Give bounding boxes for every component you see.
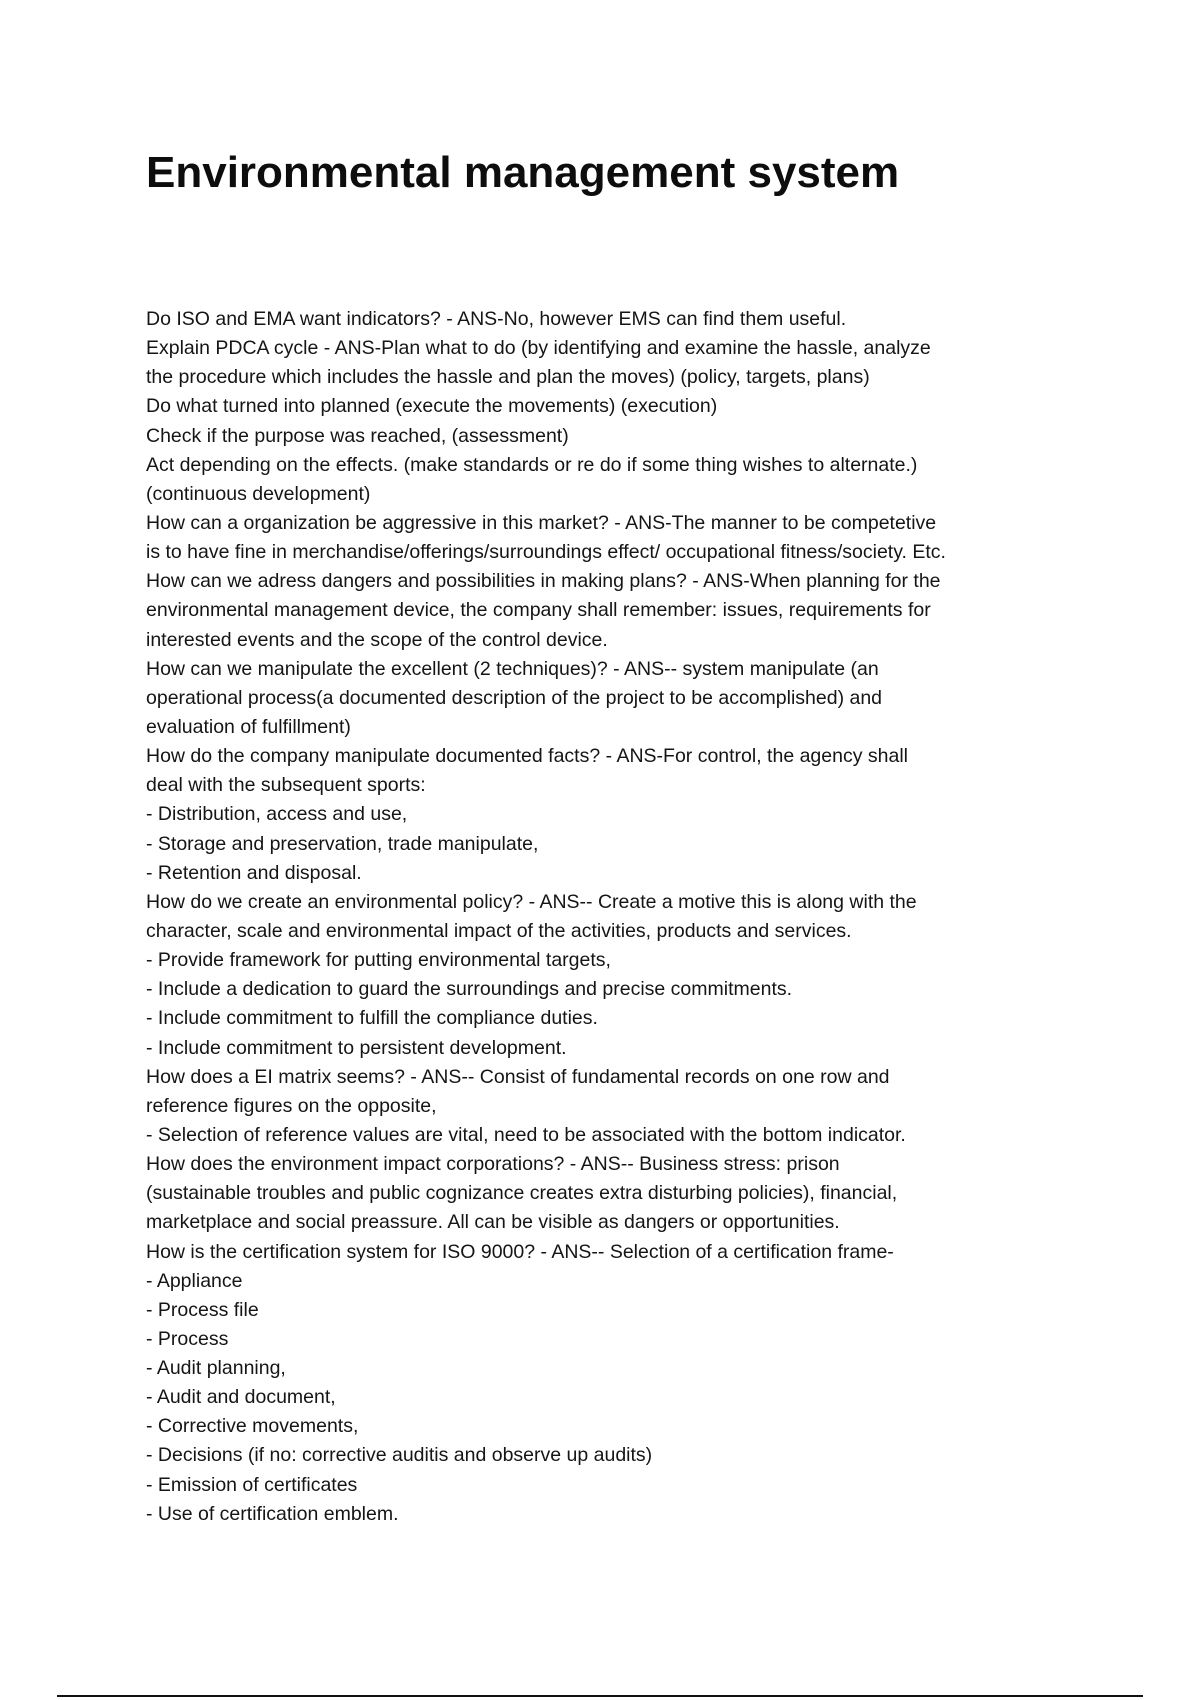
- text-line: - Audit planning,: [146, 1357, 286, 1380]
- text-line: - Selection of reference values are vital, need to be associated with the bottom indicator.: [146, 1123, 906, 1146]
- text-line: character, scale and environmental impact of the activities, products and services.: [146, 919, 852, 942]
- text-line: How do the company manipulate documented facts? - ANS-For control, the agency shall: [146, 745, 908, 768]
- text-line: How does the environment impact corporations? - ANS-- Business stress: prison: [146, 1153, 840, 1176]
- text-line: is to have fine in merchandise/offerings/surroundings effect/ occupational fitness/society. Etc.: [146, 541, 946, 564]
- text-line: - Distribution, access and use,: [146, 803, 408, 826]
- text-line: - Include commitment to persistent development.: [146, 1036, 567, 1059]
- text-line: - Provide framework for putting environmental targets,: [146, 949, 611, 972]
- text-line: Do what turned into planned (execute the movements) (execution): [146, 395, 718, 418]
- text-line: How can a organization be aggressive in this market? - ANS-The manner to be competetive: [146, 511, 937, 534]
- text-line: How do we create an environmental policy? - ANS-- Create a motive this is along with the: [146, 890, 917, 913]
- text-line: - Process file: [146, 1298, 259, 1321]
- text-line: - Retention and disposal.: [146, 861, 362, 884]
- text-line: reference figures on the opposite,: [146, 1094, 437, 1117]
- footer-divider: [57, 1695, 1143, 1697]
- text-line: interested events and the scope of the control device.: [146, 628, 608, 651]
- text-line: - Storage and preservation, trade manipulate,: [146, 832, 539, 855]
- text-line: Act depending on the effects. (make standards or re do if some thing wishes to alternate.): [146, 453, 918, 476]
- document-body: [146, 305, 1066, 1529]
- text-line: How does a EI matrix seems? - ANS-- Consist of fundamental records on one row and: [146, 1065, 890, 1088]
- document-title: Environmental management system: [146, 148, 900, 197]
- text-line: How can we adress dangers and possibilities in making plans? - ANS-When planning for the: [146, 570, 941, 593]
- text-line: - Use of certification emblem.: [146, 1502, 399, 1525]
- text-line: Do ISO and EMA want indicators? - ANS-No, however EMS can find them useful.: [146, 308, 847, 330]
- text-line: marketplace and social preassure. All can be visible as dangers or opportunities.: [146, 1211, 840, 1234]
- text-line: (sustainable troubles and public cognizance creates extra disturbing policies), financial,: [146, 1182, 898, 1205]
- text-line: - Process: [146, 1327, 229, 1350]
- text-line: - Emission of certificates: [146, 1473, 358, 1496]
- text-line: How can we manipulate the excellent (2 techniques)? - ANS-- system manipulate (an: [146, 657, 879, 680]
- text-line: Check if the purpose was reached, (assessment): [146, 424, 569, 447]
- text-line: - Corrective movements,: [146, 1415, 359, 1438]
- text-line: environmental management device, the company shall remember: issues, requirements for: [146, 599, 931, 622]
- text-line: - Audit and document,: [146, 1386, 336, 1409]
- text-line: - Appliance: [146, 1269, 243, 1292]
- text-line: the procedure which includes the hassle and plan the moves) (policy, targets, plans): [146, 366, 870, 389]
- text-line: (continuous development): [146, 482, 371, 505]
- text-line: Explain PDCA cycle - ANS-Plan what to do (by identifying and examine the hassle, analyze: [146, 337, 931, 360]
- text-line: deal with the subsequent sports:: [146, 774, 426, 797]
- text-line: - Include commitment to fulfill the compliance duties.: [146, 1007, 598, 1030]
- text-line: - Include a dedication to guard the surroundings and precise commitments.: [146, 978, 793, 1001]
- text-line: evaluation of fulfillment): [146, 715, 351, 738]
- text-line: operational process(a documented description of the project to be accomplished) and: [146, 686, 883, 709]
- text-line: - Decisions (if no: corrective auditis and observe up audits): [146, 1444, 653, 1467]
- text-line: How is the certification system for ISO 9000? - ANS-- Selection of a certification frame-: [146, 1240, 894, 1263]
